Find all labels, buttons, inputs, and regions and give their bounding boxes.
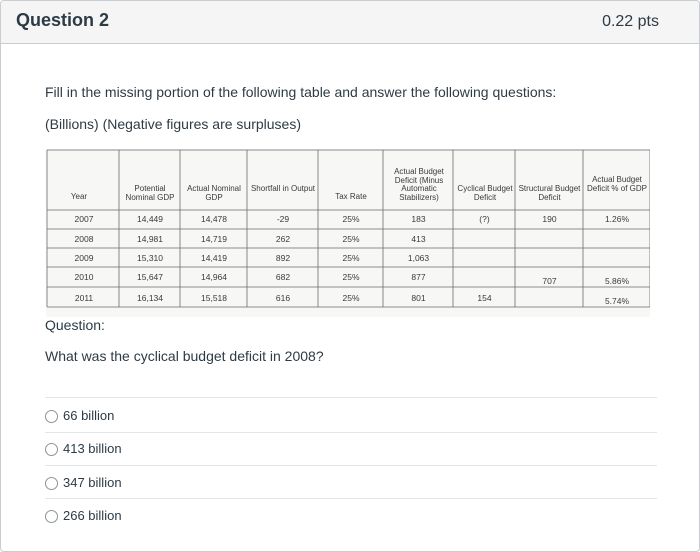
table-cell: 25% (342, 293, 360, 303)
header-shortfall: Shortfall in Output (250, 184, 316, 193)
table-cell: 14,719 (201, 234, 227, 244)
data-table-image (46, 149, 650, 317)
table-cell: 2008 (74, 234, 94, 244)
answer-divider (45, 432, 657, 433)
table-cell: 16,134 (137, 293, 163, 303)
radio-button[interactable] (45, 477, 58, 490)
question-header (1, 1, 699, 44)
table-cell: 2011 (74, 293, 94, 303)
table-cell: (?) (479, 214, 490, 224)
table-cell: 25% (342, 214, 360, 224)
table-cell: 190 (542, 214, 557, 224)
table-cell: 5.86% (604, 276, 630, 286)
header-actual-gdp: Actual Nominal GDP (187, 184, 241, 202)
header-year: Year (70, 192, 88, 201)
table-cell: 801 (411, 293, 426, 303)
table-cell: 877 (411, 272, 426, 282)
table-cell: 682 (275, 272, 291, 282)
answer-option-66[interactable] (45, 404, 657, 434)
answer-option-266[interactable] (45, 504, 657, 534)
answer-divider (45, 498, 657, 499)
table-cell: 14,419 (201, 253, 227, 263)
table-cell: 25% (342, 272, 360, 282)
table-cell: 5.74% (604, 296, 630, 306)
question-label: Question: (45, 317, 105, 333)
question-title: Question 2 (16, 10, 110, 30)
header-potential-gdp: Potential Nominal GDP (125, 184, 175, 202)
table-cell: 25% (342, 253, 360, 263)
table-cell: 15,518 (201, 293, 227, 303)
header-structural-deficit: Structural Budget Deficit (518, 184, 581, 202)
table-cell: 413 (411, 234, 426, 244)
radio-button[interactable] (45, 410, 58, 423)
table-grid (46, 149, 650, 317)
table-cell: 15,310 (137, 253, 163, 263)
answer-label[interactable]: 413 billion (63, 441, 122, 456)
answer-label[interactable]: 66 billion (63, 408, 115, 423)
header-cyclical-deficit: Cyclical Budget Deficit (457, 184, 513, 202)
instructions: Fill in the missing portion of the following table and answer the following questions: (45, 84, 557, 100)
table-cell: 2009 (74, 253, 94, 263)
radio-button[interactable] (45, 443, 58, 456)
answer-label[interactable]: 347 billion (63, 475, 122, 490)
table-cell: 25% (342, 234, 360, 244)
answer-label[interactable]: 266 billion (63, 508, 122, 523)
table-cell: 2010 (74, 272, 94, 282)
table-cell: 1,063 (407, 253, 430, 263)
table-cell: 14,449 (137, 214, 163, 224)
table-cell: 154 (477, 293, 492, 303)
table-cell: 14,981 (137, 234, 163, 244)
question-prompt: What was the cyclical budget deficit in 2008? (45, 348, 324, 364)
table-cell: 1.26% (604, 214, 630, 224)
question-points: 0.22 pts (602, 13, 659, 30)
table-cell: 2007 (74, 214, 94, 224)
answer-option-347[interactable] (45, 471, 657, 501)
table-cell: 616 (275, 293, 291, 303)
table-cell: 15,647 (137, 272, 163, 282)
table-cell: 183 (411, 214, 426, 224)
table-cell: 262 (275, 234, 291, 244)
answer-option-413[interactable] (45, 437, 657, 467)
table-cell: 892 (275, 253, 291, 263)
units-note: (Billions) (Negative figures are surpluses) (45, 116, 301, 132)
header-actual-deficit-minus-stabilizers: Actual Budget Deficit (Minus Automatic Stabilizers) (394, 167, 444, 202)
table-cell: 14,964 (201, 272, 227, 282)
table-cell: 707 (542, 276, 557, 286)
answer-divider (45, 397, 657, 398)
answer-divider (45, 465, 657, 466)
header-deficit-percent-gdp: Actual Budget Deficit % of GDP (586, 175, 647, 193)
table-cell: -29 (276, 214, 290, 224)
radio-button[interactable] (45, 510, 58, 523)
table-cell: 14,478 (201, 214, 227, 224)
header-tax-rate: Tax Rate (335, 192, 367, 201)
